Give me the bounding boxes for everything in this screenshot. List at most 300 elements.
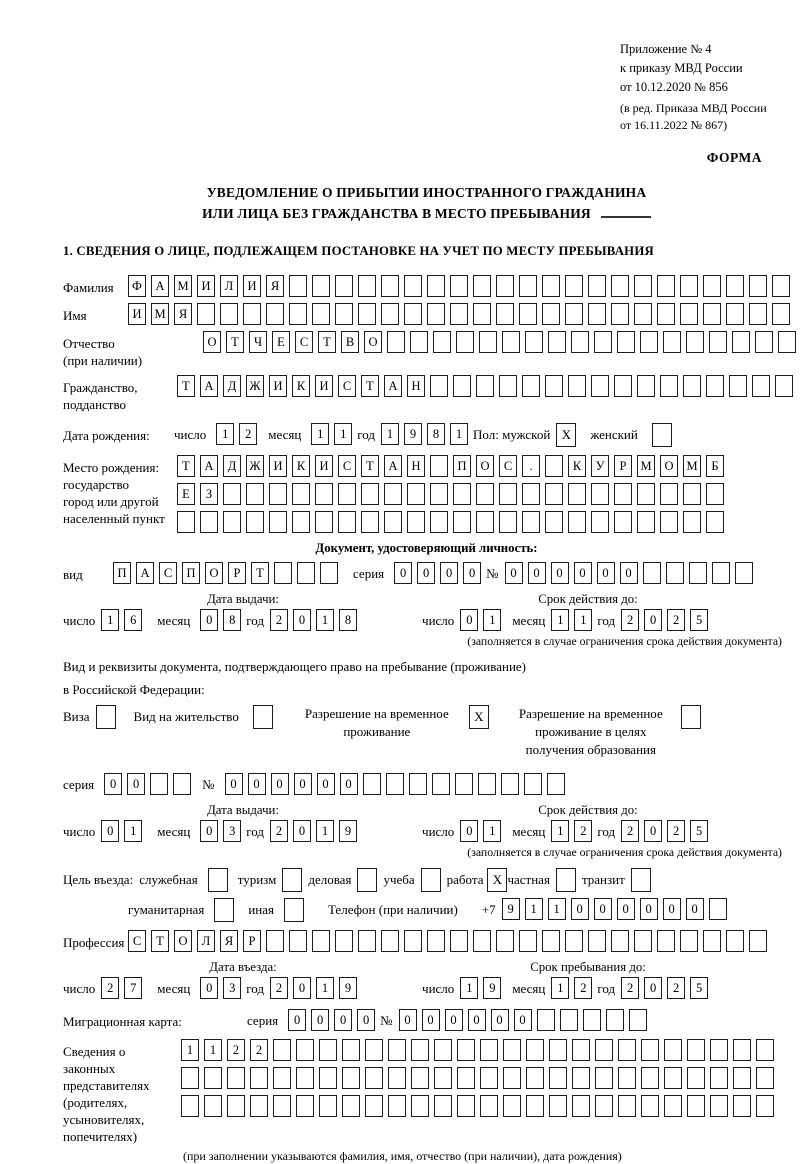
- char-cell[interactable]: [549, 1039, 567, 1061]
- char-cell[interactable]: 2: [667, 977, 685, 999]
- char-cell[interactable]: 1: [525, 898, 543, 920]
- char-cell[interactable]: [363, 773, 381, 795]
- char-cell[interactable]: [617, 331, 635, 353]
- char-cell[interactable]: [453, 511, 471, 533]
- char-cell[interactable]: 0: [311, 1009, 329, 1031]
- char-cell[interactable]: [588, 303, 606, 325]
- char-cell[interactable]: [560, 1009, 578, 1031]
- char-cell[interactable]: [312, 275, 330, 297]
- char-cell[interactable]: [173, 773, 191, 795]
- char-cell[interactable]: 6: [124, 609, 142, 631]
- char-cell[interactable]: Р: [243, 930, 261, 952]
- char-cell[interactable]: [273, 1095, 291, 1117]
- char-cell[interactable]: Я: [174, 303, 192, 325]
- char-cell[interactable]: [657, 930, 675, 952]
- char-cell[interactable]: 0: [460, 609, 478, 631]
- char-cell[interactable]: [499, 483, 517, 505]
- char-cell[interactable]: [525, 331, 543, 353]
- char-cell[interactable]: [733, 1067, 751, 1089]
- char-cell[interactable]: [591, 375, 609, 397]
- char-cell[interactable]: [456, 331, 474, 353]
- char-cell[interactable]: [618, 1067, 636, 1089]
- char-cell[interactable]: [365, 1039, 383, 1061]
- char-cell[interactable]: [629, 1009, 647, 1031]
- char-cell[interactable]: [756, 1039, 774, 1061]
- visa-checkbox[interactable]: [96, 705, 116, 729]
- char-cell[interactable]: [388, 1095, 406, 1117]
- char-cell[interactable]: [480, 1039, 498, 1061]
- char-cell[interactable]: [388, 1067, 406, 1089]
- char-cell[interactable]: 0: [104, 773, 122, 795]
- char-cell[interactable]: [726, 930, 744, 952]
- char-cell[interactable]: 1: [460, 977, 478, 999]
- char-cell[interactable]: [407, 511, 425, 533]
- char-cell[interactable]: [637, 511, 655, 533]
- char-cell[interactable]: .: [522, 455, 540, 477]
- char-cell[interactable]: 7: [124, 977, 142, 999]
- char-cell[interactable]: [687, 1039, 705, 1061]
- char-cell[interactable]: 0: [594, 898, 612, 920]
- char-cell[interactable]: 0: [491, 1009, 509, 1031]
- purpose-humanitarian-checkbox[interactable]: [214, 898, 234, 922]
- char-cell[interactable]: [660, 511, 678, 533]
- char-cell[interactable]: [591, 511, 609, 533]
- char-cell[interactable]: О: [203, 331, 221, 353]
- char-cell[interactable]: [457, 1067, 475, 1089]
- char-cell[interactable]: [756, 1067, 774, 1089]
- char-cell[interactable]: У: [591, 455, 609, 477]
- char-cell[interactable]: [338, 511, 356, 533]
- char-cell[interactable]: [614, 375, 632, 397]
- char-cell[interactable]: 9: [502, 898, 520, 920]
- char-cell[interactable]: [427, 275, 445, 297]
- char-cell[interactable]: [476, 511, 494, 533]
- char-cell[interactable]: 2: [227, 1039, 245, 1061]
- char-cell[interactable]: [712, 562, 730, 584]
- char-cell[interactable]: [476, 375, 494, 397]
- char-cell[interactable]: [297, 562, 315, 584]
- char-cell[interactable]: [496, 930, 514, 952]
- char-cell[interactable]: [450, 303, 468, 325]
- char-cell[interactable]: [568, 483, 586, 505]
- char-cell[interactable]: И: [197, 275, 215, 297]
- char-cell[interactable]: [274, 562, 292, 584]
- char-cell[interactable]: [499, 511, 517, 533]
- char-cell[interactable]: [726, 303, 744, 325]
- char-cell[interactable]: [689, 562, 707, 584]
- char-cell[interactable]: П: [113, 562, 131, 584]
- char-cell[interactable]: [427, 930, 445, 952]
- char-cell[interactable]: [177, 511, 195, 533]
- char-cell[interactable]: [480, 1095, 498, 1117]
- char-cell[interactable]: 0: [225, 773, 243, 795]
- purpose-commercial-checkbox[interactable]: [357, 868, 377, 892]
- char-cell[interactable]: [680, 930, 698, 952]
- char-cell[interactable]: [292, 483, 310, 505]
- char-cell[interactable]: [319, 1039, 337, 1061]
- char-cell[interactable]: [289, 930, 307, 952]
- char-cell[interactable]: 0: [293, 820, 311, 842]
- char-cell[interactable]: А: [136, 562, 154, 584]
- char-cell[interactable]: [388, 1039, 406, 1061]
- char-cell[interactable]: [358, 275, 376, 297]
- char-cell[interactable]: Д: [223, 455, 241, 477]
- char-cell[interactable]: [434, 1039, 452, 1061]
- char-cell[interactable]: [614, 511, 632, 533]
- char-cell[interactable]: [664, 1095, 682, 1117]
- char-cell[interactable]: Ж: [246, 455, 264, 477]
- char-cell[interactable]: 8: [339, 609, 357, 631]
- char-cell[interactable]: [583, 1009, 601, 1031]
- char-cell[interactable]: [542, 275, 560, 297]
- char-cell[interactable]: [641, 1039, 659, 1061]
- char-cell[interactable]: [312, 303, 330, 325]
- char-cell[interactable]: [496, 275, 514, 297]
- char-cell[interactable]: 0: [101, 820, 119, 842]
- temp-residence-edu-checkbox[interactable]: [681, 705, 701, 729]
- char-cell[interactable]: [457, 1039, 475, 1061]
- char-cell[interactable]: 0: [399, 1009, 417, 1031]
- char-cell[interactable]: [342, 1067, 360, 1089]
- purpose-transit-checkbox[interactable]: [631, 868, 651, 892]
- char-cell[interactable]: [503, 1039, 521, 1061]
- char-cell[interactable]: [296, 1039, 314, 1061]
- char-cell[interactable]: 1: [551, 820, 569, 842]
- char-cell[interactable]: Н: [407, 455, 425, 477]
- char-cell[interactable]: [404, 303, 422, 325]
- char-cell[interactable]: 1: [311, 423, 329, 445]
- char-cell[interactable]: В: [341, 331, 359, 353]
- char-cell[interactable]: А: [384, 455, 402, 477]
- char-cell[interactable]: [273, 1039, 291, 1061]
- char-cell[interactable]: 0: [686, 898, 704, 920]
- char-cell[interactable]: 0: [514, 1009, 532, 1031]
- temp-residence-checkbox[interactable]: X: [469, 705, 489, 729]
- char-cell[interactable]: [266, 930, 284, 952]
- char-cell[interactable]: 2: [250, 1039, 268, 1061]
- char-cell[interactable]: 0: [571, 898, 589, 920]
- char-cell[interactable]: 0: [644, 977, 662, 999]
- purpose-study-checkbox[interactable]: [421, 868, 441, 892]
- char-cell[interactable]: [595, 1067, 613, 1089]
- char-cell[interactable]: [358, 930, 376, 952]
- char-cell[interactable]: О: [660, 455, 678, 477]
- char-cell[interactable]: 0: [617, 898, 635, 920]
- char-cell[interactable]: [227, 1067, 245, 1089]
- char-cell[interactable]: 1: [551, 609, 569, 631]
- char-cell[interactable]: Ж: [246, 375, 264, 397]
- char-cell[interactable]: [315, 483, 333, 505]
- char-cell[interactable]: [660, 375, 678, 397]
- char-cell[interactable]: 0: [445, 1009, 463, 1031]
- char-cell[interactable]: 0: [200, 820, 218, 842]
- char-cell[interactable]: 5: [690, 977, 708, 999]
- char-cell[interactable]: [450, 930, 468, 952]
- char-cell[interactable]: [361, 483, 379, 505]
- char-cell[interactable]: И: [243, 275, 261, 297]
- char-cell[interactable]: [537, 1009, 555, 1031]
- char-cell[interactable]: Л: [197, 930, 215, 952]
- char-cell[interactable]: [503, 1067, 521, 1089]
- char-cell[interactable]: [522, 511, 540, 533]
- char-cell[interactable]: [526, 1067, 544, 1089]
- char-cell[interactable]: Р: [614, 455, 632, 477]
- char-cell[interactable]: 9: [339, 977, 357, 999]
- char-cell[interactable]: 8: [427, 423, 445, 445]
- female-checkbox[interactable]: [652, 423, 672, 447]
- char-cell[interactable]: 0: [440, 562, 458, 584]
- char-cell[interactable]: К: [292, 375, 310, 397]
- char-cell[interactable]: О: [476, 455, 494, 477]
- char-cell[interactable]: [735, 562, 753, 584]
- char-cell[interactable]: [411, 1039, 429, 1061]
- char-cell[interactable]: [197, 303, 215, 325]
- char-cell[interactable]: [726, 275, 744, 297]
- char-cell[interactable]: [657, 303, 675, 325]
- char-cell[interactable]: [499, 375, 517, 397]
- char-cell[interactable]: [634, 930, 652, 952]
- char-cell[interactable]: [519, 930, 537, 952]
- char-cell[interactable]: [223, 511, 241, 533]
- char-cell[interactable]: [542, 303, 560, 325]
- char-cell[interactable]: [545, 483, 563, 505]
- char-cell[interactable]: 0: [200, 609, 218, 631]
- char-cell[interactable]: [706, 483, 724, 505]
- char-cell[interactable]: [526, 1039, 544, 1061]
- char-cell[interactable]: [775, 375, 793, 397]
- char-cell[interactable]: [703, 275, 721, 297]
- char-cell[interactable]: [150, 773, 168, 795]
- char-cell[interactable]: [365, 1067, 383, 1089]
- char-cell[interactable]: А: [200, 375, 218, 397]
- char-cell[interactable]: 2: [574, 977, 592, 999]
- char-cell[interactable]: 0: [574, 562, 592, 584]
- char-cell[interactable]: 0: [334, 1009, 352, 1031]
- char-cell[interactable]: П: [453, 455, 471, 477]
- char-cell[interactable]: [519, 303, 537, 325]
- char-cell[interactable]: [706, 511, 724, 533]
- char-cell[interactable]: [595, 1095, 613, 1117]
- char-cell[interactable]: 8: [223, 609, 241, 631]
- char-cell[interactable]: И: [269, 455, 287, 477]
- char-cell[interactable]: 2: [270, 609, 288, 631]
- char-cell[interactable]: 1: [450, 423, 468, 445]
- char-cell[interactable]: [710, 1039, 728, 1061]
- char-cell[interactable]: [660, 483, 678, 505]
- char-cell[interactable]: [358, 303, 376, 325]
- char-cell[interactable]: [663, 331, 681, 353]
- char-cell[interactable]: [634, 303, 652, 325]
- char-cell[interactable]: Т: [251, 562, 269, 584]
- char-cell[interactable]: [618, 1039, 636, 1061]
- char-cell[interactable]: [427, 303, 445, 325]
- char-cell[interactable]: 0: [644, 609, 662, 631]
- char-cell[interactable]: [709, 331, 727, 353]
- char-cell[interactable]: [335, 303, 353, 325]
- char-cell[interactable]: [204, 1067, 222, 1089]
- char-cell[interactable]: [542, 930, 560, 952]
- char-cell[interactable]: [666, 562, 684, 584]
- char-cell[interactable]: 9: [339, 820, 357, 842]
- char-cell[interactable]: К: [292, 455, 310, 477]
- char-cell[interactable]: Т: [177, 375, 195, 397]
- char-cell[interactable]: 0: [551, 562, 569, 584]
- char-cell[interactable]: [473, 930, 491, 952]
- char-cell[interactable]: 0: [460, 820, 478, 842]
- char-cell[interactable]: П: [182, 562, 200, 584]
- char-cell[interactable]: [706, 375, 724, 397]
- char-cell[interactable]: [384, 483, 402, 505]
- char-cell[interactable]: К: [568, 455, 586, 477]
- char-cell[interactable]: [606, 1009, 624, 1031]
- char-cell[interactable]: 2: [101, 977, 119, 999]
- char-cell[interactable]: 0: [317, 773, 335, 795]
- char-cell[interactable]: 1: [483, 609, 501, 631]
- char-cell[interactable]: [683, 511, 701, 533]
- char-cell[interactable]: [752, 375, 770, 397]
- char-cell[interactable]: [683, 375, 701, 397]
- char-cell[interactable]: [522, 375, 540, 397]
- char-cell[interactable]: [755, 331, 773, 353]
- char-cell[interactable]: 1: [316, 977, 334, 999]
- char-cell[interactable]: [640, 331, 658, 353]
- char-cell[interactable]: 1: [204, 1039, 222, 1061]
- purpose-other-checkbox[interactable]: [284, 898, 304, 922]
- char-cell[interactable]: Л: [220, 275, 238, 297]
- char-cell[interactable]: А: [200, 455, 218, 477]
- char-cell[interactable]: [430, 455, 448, 477]
- char-cell[interactable]: 1: [551, 977, 569, 999]
- char-cell[interactable]: [545, 455, 563, 477]
- char-cell[interactable]: 0: [293, 609, 311, 631]
- char-cell[interactable]: 2: [621, 609, 639, 631]
- char-cell[interactable]: [342, 1095, 360, 1117]
- char-cell[interactable]: [588, 275, 606, 297]
- char-cell[interactable]: И: [128, 303, 146, 325]
- char-cell[interactable]: [335, 930, 353, 952]
- char-cell[interactable]: О: [364, 331, 382, 353]
- char-cell[interactable]: 0: [340, 773, 358, 795]
- char-cell[interactable]: [680, 303, 698, 325]
- char-cell[interactable]: 0: [663, 898, 681, 920]
- char-cell[interactable]: [319, 1095, 337, 1117]
- char-cell[interactable]: С: [338, 455, 356, 477]
- char-cell[interactable]: [749, 275, 767, 297]
- char-cell[interactable]: [664, 1039, 682, 1061]
- char-cell[interactable]: [565, 930, 583, 952]
- char-cell[interactable]: 0: [620, 562, 638, 584]
- char-cell[interactable]: 0: [394, 562, 412, 584]
- char-cell[interactable]: [618, 1095, 636, 1117]
- char-cell[interactable]: [733, 1039, 751, 1061]
- char-cell[interactable]: 0: [357, 1009, 375, 1031]
- char-cell[interactable]: 0: [463, 562, 481, 584]
- char-cell[interactable]: [641, 1067, 659, 1089]
- char-cell[interactable]: [411, 1095, 429, 1117]
- char-cell[interactable]: 0: [200, 977, 218, 999]
- char-cell[interactable]: [687, 1067, 705, 1089]
- char-cell[interactable]: 9: [404, 423, 422, 445]
- char-cell[interactable]: И: [315, 455, 333, 477]
- char-cell[interactable]: Р: [228, 562, 246, 584]
- char-cell[interactable]: [384, 511, 402, 533]
- char-cell[interactable]: [568, 511, 586, 533]
- char-cell[interactable]: [732, 331, 750, 353]
- char-cell[interactable]: О: [205, 562, 223, 584]
- char-cell[interactable]: 0: [640, 898, 658, 920]
- purpose-tourism-checkbox[interactable]: [282, 868, 302, 892]
- char-cell[interactable]: 2: [574, 820, 592, 842]
- char-cell[interactable]: [181, 1095, 199, 1117]
- char-cell[interactable]: [547, 773, 565, 795]
- char-cell[interactable]: [407, 483, 425, 505]
- char-cell[interactable]: [772, 303, 790, 325]
- char-cell[interactable]: [729, 375, 747, 397]
- char-cell[interactable]: [772, 275, 790, 297]
- char-cell[interactable]: 1: [216, 423, 234, 445]
- char-cell[interactable]: [320, 562, 338, 584]
- char-cell[interactable]: 0: [468, 1009, 486, 1031]
- char-cell[interactable]: 2: [270, 820, 288, 842]
- char-cell[interactable]: Т: [318, 331, 336, 353]
- char-cell[interactable]: [522, 483, 540, 505]
- char-cell[interactable]: Т: [177, 455, 195, 477]
- char-cell[interactable]: О: [174, 930, 192, 952]
- char-cell[interactable]: 0: [505, 562, 523, 584]
- char-cell[interactable]: [565, 275, 583, 297]
- char-cell[interactable]: 0: [293, 977, 311, 999]
- char-cell[interactable]: [404, 275, 422, 297]
- char-cell[interactable]: [386, 773, 404, 795]
- char-cell[interactable]: [250, 1067, 268, 1089]
- char-cell[interactable]: [473, 303, 491, 325]
- char-cell[interactable]: [342, 1039, 360, 1061]
- char-cell[interactable]: [296, 1095, 314, 1117]
- char-cell[interactable]: 0: [127, 773, 145, 795]
- char-cell[interactable]: [545, 511, 563, 533]
- char-cell[interactable]: С: [499, 455, 517, 477]
- char-cell[interactable]: [571, 331, 589, 353]
- char-cell[interactable]: [381, 303, 399, 325]
- char-cell[interactable]: [227, 1095, 245, 1117]
- char-cell[interactable]: З: [200, 483, 218, 505]
- char-cell[interactable]: [641, 1095, 659, 1117]
- char-cell[interactable]: [479, 331, 497, 353]
- char-cell[interactable]: [634, 275, 652, 297]
- char-cell[interactable]: [611, 303, 629, 325]
- char-cell[interactable]: [410, 331, 428, 353]
- char-cell[interactable]: 5: [690, 609, 708, 631]
- char-cell[interactable]: [572, 1067, 590, 1089]
- char-cell[interactable]: 0: [294, 773, 312, 795]
- char-cell[interactable]: [480, 1067, 498, 1089]
- char-cell[interactable]: М: [683, 455, 701, 477]
- char-cell[interactable]: [432, 773, 450, 795]
- char-cell[interactable]: [200, 511, 218, 533]
- char-cell[interactable]: [434, 1067, 452, 1089]
- char-cell[interactable]: Е: [272, 331, 290, 353]
- char-cell[interactable]: [549, 1067, 567, 1089]
- char-cell[interactable]: Т: [226, 331, 244, 353]
- char-cell[interactable]: [703, 303, 721, 325]
- male-checkbox[interactable]: X: [556, 423, 576, 447]
- char-cell[interactable]: М: [174, 275, 192, 297]
- char-cell[interactable]: [365, 1095, 383, 1117]
- char-cell[interactable]: [296, 1067, 314, 1089]
- char-cell[interactable]: [611, 275, 629, 297]
- char-cell[interactable]: [526, 1095, 544, 1117]
- char-cell[interactable]: И: [315, 375, 333, 397]
